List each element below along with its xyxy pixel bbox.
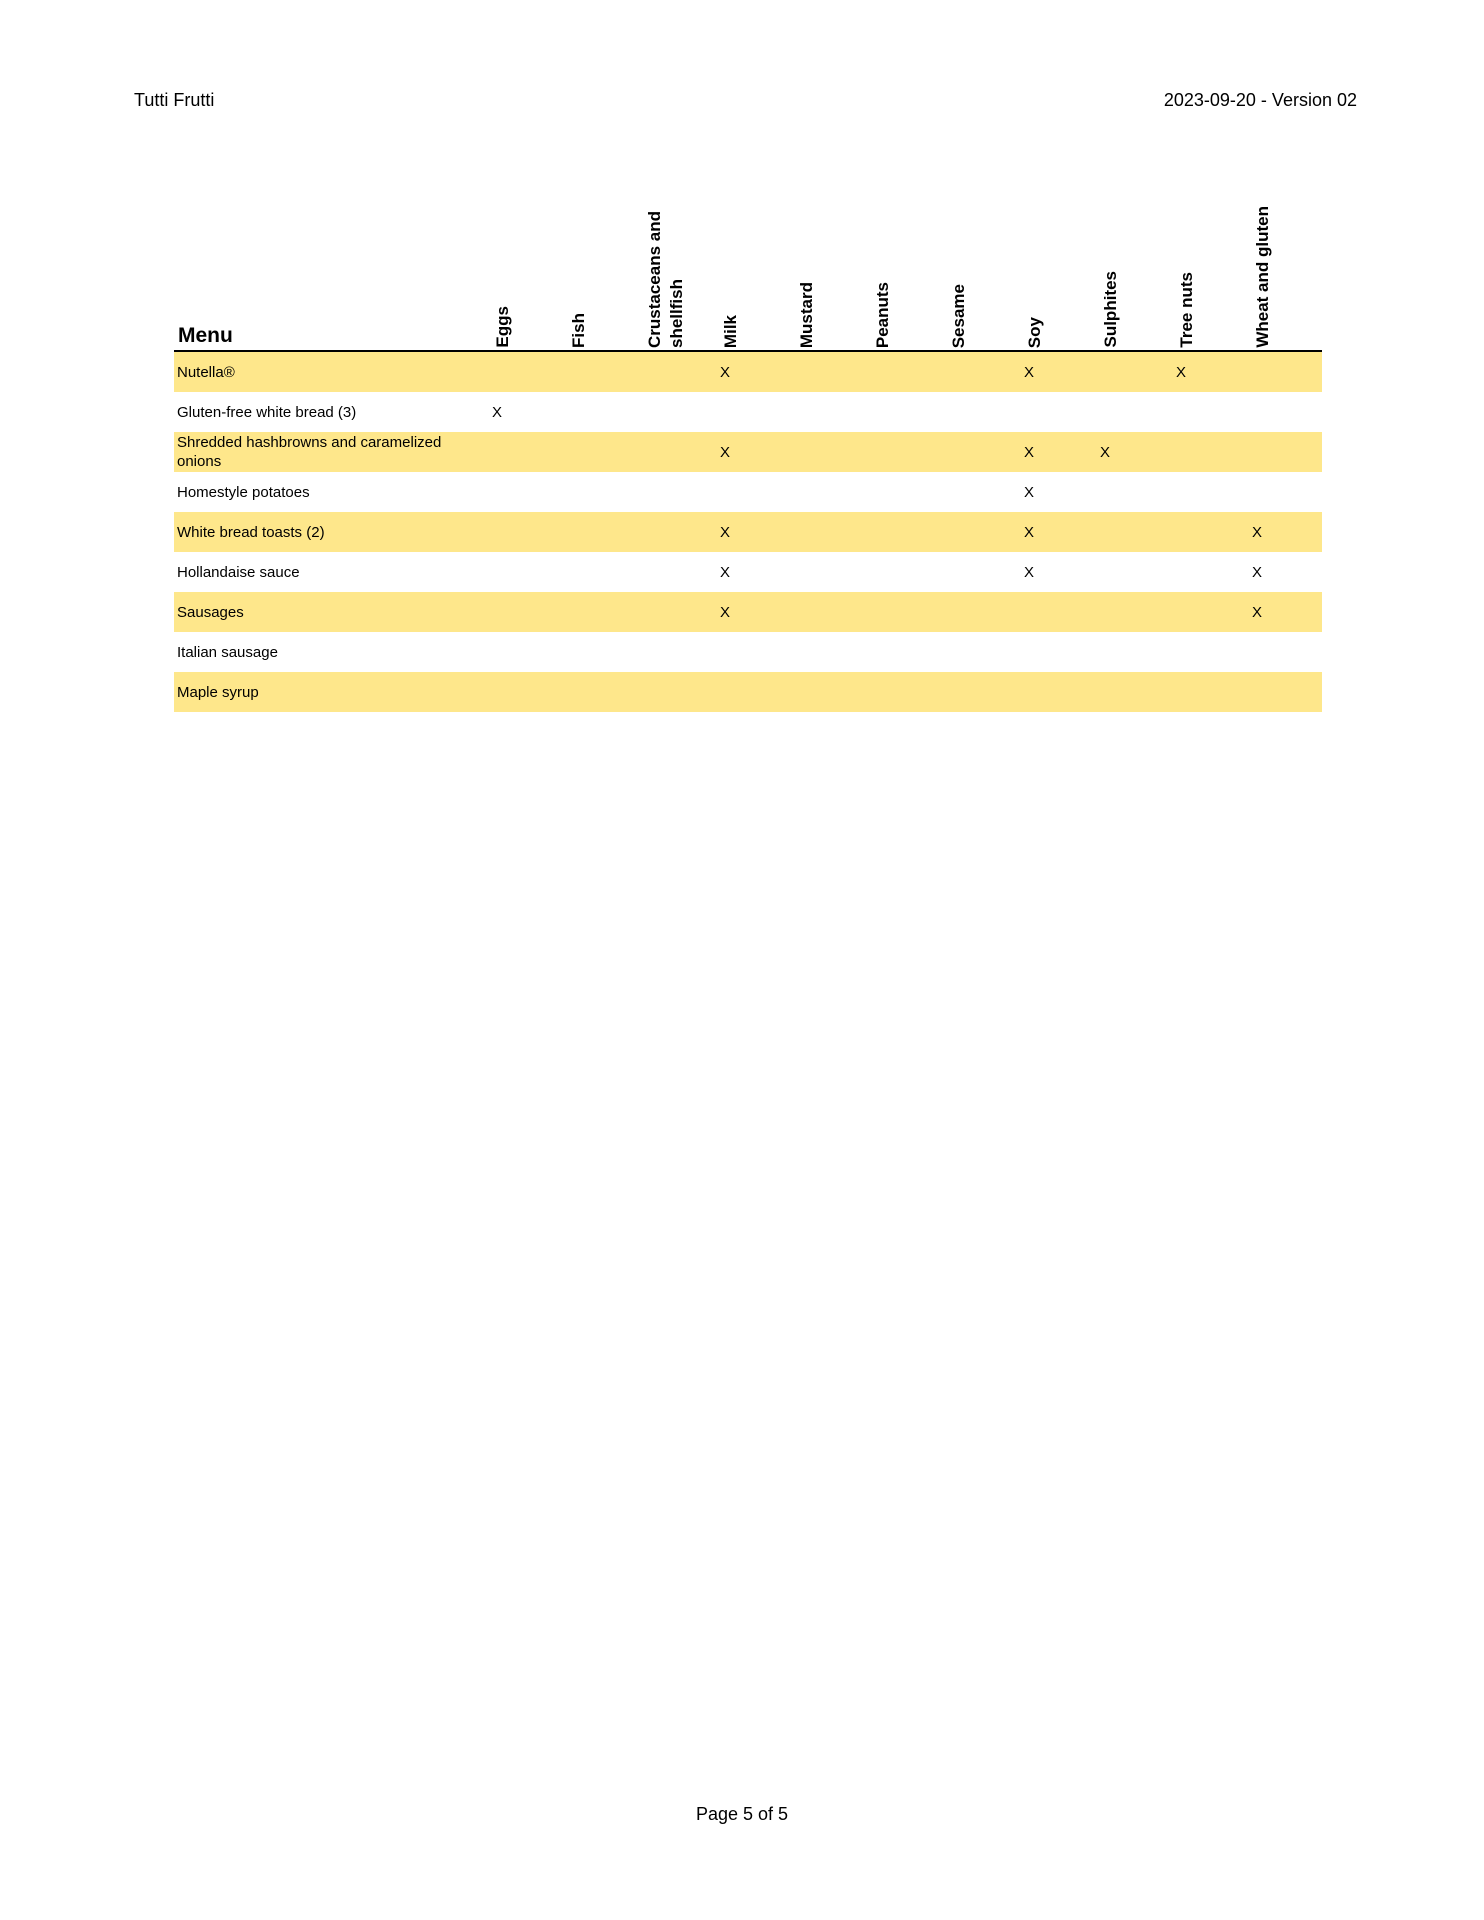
- allergen-mark-cell: X: [714, 351, 790, 392]
- allergen-mark-cell: X: [714, 432, 790, 472]
- menu-item-name: Gluten-free white bread (3): [177, 403, 357, 421]
- allergen-mark-cell: X: [1170, 351, 1246, 392]
- allergen-mark-cell: [942, 351, 1018, 392]
- allergen-mark-cell: [1246, 351, 1322, 392]
- allergen-mark-cell: [790, 512, 866, 552]
- allergen-mark-cell: [486, 552, 562, 592]
- allergen-label: Wheat and gluten: [1253, 206, 1272, 348]
- allergen-mark-cell: [562, 351, 638, 392]
- allergen-mark-cell: [562, 392, 638, 432]
- table-row: [174, 592, 1322, 632]
- allergen-mark-cell: [1170, 552, 1246, 592]
- allergen-mark-cell: [638, 672, 714, 712]
- allergen-column-header: [1094, 186, 1170, 351]
- allergen-mark-cell: [1170, 472, 1246, 512]
- table-body: [174, 351, 1322, 712]
- allergen-mark-cell: [562, 552, 638, 592]
- allergen-mark-cell: X: [1246, 592, 1322, 632]
- allergen-column-header: [1246, 186, 1322, 351]
- menu-item-name: Italian sausage: [177, 643, 278, 661]
- allergen-table: [174, 186, 1322, 712]
- allergen-label: Sesame: [949, 283, 968, 348]
- allergen-mark-cell: [1170, 392, 1246, 432]
- allergen-mark-cell: [866, 432, 942, 472]
- allergen-mark-cell: X: [1018, 512, 1094, 552]
- allergen-mark-cell: [1094, 392, 1170, 432]
- allergen-column-header: [714, 186, 790, 351]
- allergen-mark-cell: [486, 351, 562, 392]
- allergen-mark-cell: [638, 632, 714, 672]
- allergen-mark-cell: [1094, 672, 1170, 712]
- table-row: [174, 351, 1322, 392]
- allergen-mark-cell: [1094, 632, 1170, 672]
- page-number: Page 5 of 5: [695, 1804, 789, 1824]
- allergen-mark-cell: [1246, 432, 1322, 472]
- allergen-mark-cell: [638, 592, 714, 632]
- allergen-mark-cell: X: [1246, 512, 1322, 552]
- menu-item-name: White bread toasts (2): [174, 512, 486, 552]
- allergen-mark-cell: X: [1018, 351, 1094, 392]
- allergen-mark-cell: [790, 472, 866, 512]
- allergen-column-header: [1170, 186, 1246, 351]
- restaurant-name: Tutti Frutti: [134, 90, 215, 110]
- allergen-mark-cell: X: [1252, 563, 1263, 581]
- allergen-mark-cell: X: [1094, 432, 1170, 472]
- allergen-mark-cell: [1170, 672, 1246, 712]
- allergen-mark-cell: [638, 512, 714, 552]
- allergen-mark-cell: [866, 512, 942, 552]
- allergen-column-header: [790, 186, 866, 351]
- allergen-mark-cell: [790, 592, 866, 632]
- menu-column-header: Menu: [174, 186, 486, 351]
- allergen-label: Fish: [569, 313, 588, 348]
- allergen-label: Milk: [721, 314, 740, 348]
- menu-item-name: Nutella®: [174, 351, 486, 392]
- allergen-mark-cell: [562, 512, 638, 552]
- allergen-mark-cell: [1094, 552, 1170, 592]
- allergen-mark-cell: X: [1024, 563, 1035, 581]
- menu-item-name: Shredded hashbrowns and caramelized onions: [174, 432, 486, 472]
- allergen-mark-cell: [1094, 472, 1170, 512]
- allergen-mark-cell: X: [714, 592, 790, 632]
- allergen-mark-cell: [562, 592, 638, 632]
- allergen-label: Peanuts: [873, 281, 892, 348]
- allergen-column-header: [486, 186, 562, 351]
- allergen-mark-cell: [1246, 632, 1322, 672]
- allergen-mark-cell: X: [492, 403, 503, 421]
- allergen-mark-cell: [1170, 592, 1246, 632]
- allergen-mark-cell: [562, 632, 638, 672]
- allergen-mark-cell: [562, 472, 638, 512]
- allergen-mark-cell: [942, 552, 1018, 592]
- allergen-mark-cell: [638, 392, 714, 432]
- allergen-mark-cell: X: [1024, 483, 1035, 501]
- table-row: [174, 632, 1322, 672]
- allergen-mark-cell: [1170, 432, 1246, 472]
- allergen-mark-cell: [866, 592, 942, 632]
- table-row: [174, 552, 1322, 592]
- menu-item-name: Maple syrup: [174, 672, 486, 712]
- allergen-mark-cell: X: [714, 512, 790, 552]
- allergen-mark-cell: [866, 632, 942, 672]
- allergen-mark-cell: [1246, 472, 1322, 512]
- allergen-mark-cell: [486, 632, 562, 672]
- allergen-mark-cell: [1170, 632, 1246, 672]
- document-version: 2023-09-20 - Version 02: [1163, 90, 1357, 110]
- allergen-label: Sulphites: [1101, 271, 1120, 348]
- allergen-column-header: [638, 186, 714, 351]
- allergen-mark-cell: [1246, 672, 1322, 712]
- allergen-mark-cell: [790, 632, 866, 672]
- allergen-mark-cell: [714, 392, 790, 432]
- allergen-column-header: [866, 186, 942, 351]
- allergen-column-header: [1018, 186, 1094, 351]
- allergen-mark-cell: [866, 552, 942, 592]
- allergen-mark-cell: [790, 672, 866, 712]
- allergen-mark-cell: [486, 512, 562, 552]
- allergen-mark-cell: [1018, 592, 1094, 632]
- allergen-label: Soy: [1025, 316, 1044, 348]
- allergen-mark-cell: [942, 432, 1018, 472]
- allergen-mark-cell: [942, 392, 1018, 432]
- allergen-mark-cell: [638, 432, 714, 472]
- allergen-mark-cell: [714, 632, 790, 672]
- allergen-mark-cell: [1246, 392, 1322, 432]
- allergen-mark-cell: [562, 432, 638, 472]
- menu-item-name: Homestyle potatoes: [177, 483, 310, 501]
- allergen-mark-cell: [1094, 592, 1170, 632]
- allergen-label: Tree nuts: [1177, 272, 1196, 348]
- allergen-mark-cell: [562, 672, 638, 712]
- allergen-mark-cell: [486, 672, 562, 712]
- allergen-mark-cell: [486, 432, 562, 472]
- allergen-mark-cell: [714, 472, 790, 512]
- allergen-mark-cell: [942, 632, 1018, 672]
- menu-item-name: Hollandaise sauce: [177, 563, 300, 581]
- allergen-mark-cell: [1018, 632, 1094, 672]
- allergen-mark-cell: [1170, 512, 1246, 552]
- table-row: [174, 512, 1322, 552]
- menu-item-name: Sausages: [174, 592, 486, 632]
- allergen-mark-cell: [1018, 392, 1094, 432]
- allergen-mark-cell: [866, 472, 942, 512]
- table-row: [174, 432, 1322, 472]
- allergen-mark-cell: [942, 512, 1018, 552]
- allergen-mark-cell: [790, 351, 866, 392]
- allergen-mark-cell: [790, 392, 866, 432]
- allergen-mark-cell: [942, 672, 1018, 712]
- allergen-label: Mustard: [797, 281, 816, 348]
- allergen-mark-cell: [942, 592, 1018, 632]
- table-header-row: [174, 186, 1322, 351]
- allergen-mark-cell: [866, 672, 942, 712]
- table-row: [174, 672, 1322, 712]
- allergen-label: Crustaceans and shellfish: [645, 211, 686, 348]
- allergen-mark-cell: [1094, 351, 1170, 392]
- allergen-mark-cell: X: [1018, 432, 1094, 472]
- allergen-mark-cell: [866, 351, 942, 392]
- allergen-mark-cell: [790, 552, 866, 592]
- allergen-mark-cell: [790, 432, 866, 472]
- allergen-mark-cell: [942, 472, 1018, 512]
- allergen-mark-cell: [638, 472, 714, 512]
- table-row: [174, 472, 1322, 512]
- allergen-mark-cell: [638, 552, 714, 592]
- allergen-mark-cell: [638, 351, 714, 392]
- allergen-mark-cell: [486, 472, 562, 512]
- allergen-mark-cell: [486, 592, 562, 632]
- allergen-label: Eggs: [493, 306, 512, 348]
- allergen-mark-cell: [1094, 512, 1170, 552]
- allergen-mark-cell: X: [720, 563, 731, 581]
- allergen-column-header: [562, 186, 638, 351]
- table-row: [174, 392, 1322, 432]
- allergen-mark-cell: [1018, 672, 1094, 712]
- allergen-mark-cell: [714, 672, 790, 712]
- allergen-column-header: [942, 186, 1018, 351]
- allergen-mark-cell: [866, 392, 942, 432]
